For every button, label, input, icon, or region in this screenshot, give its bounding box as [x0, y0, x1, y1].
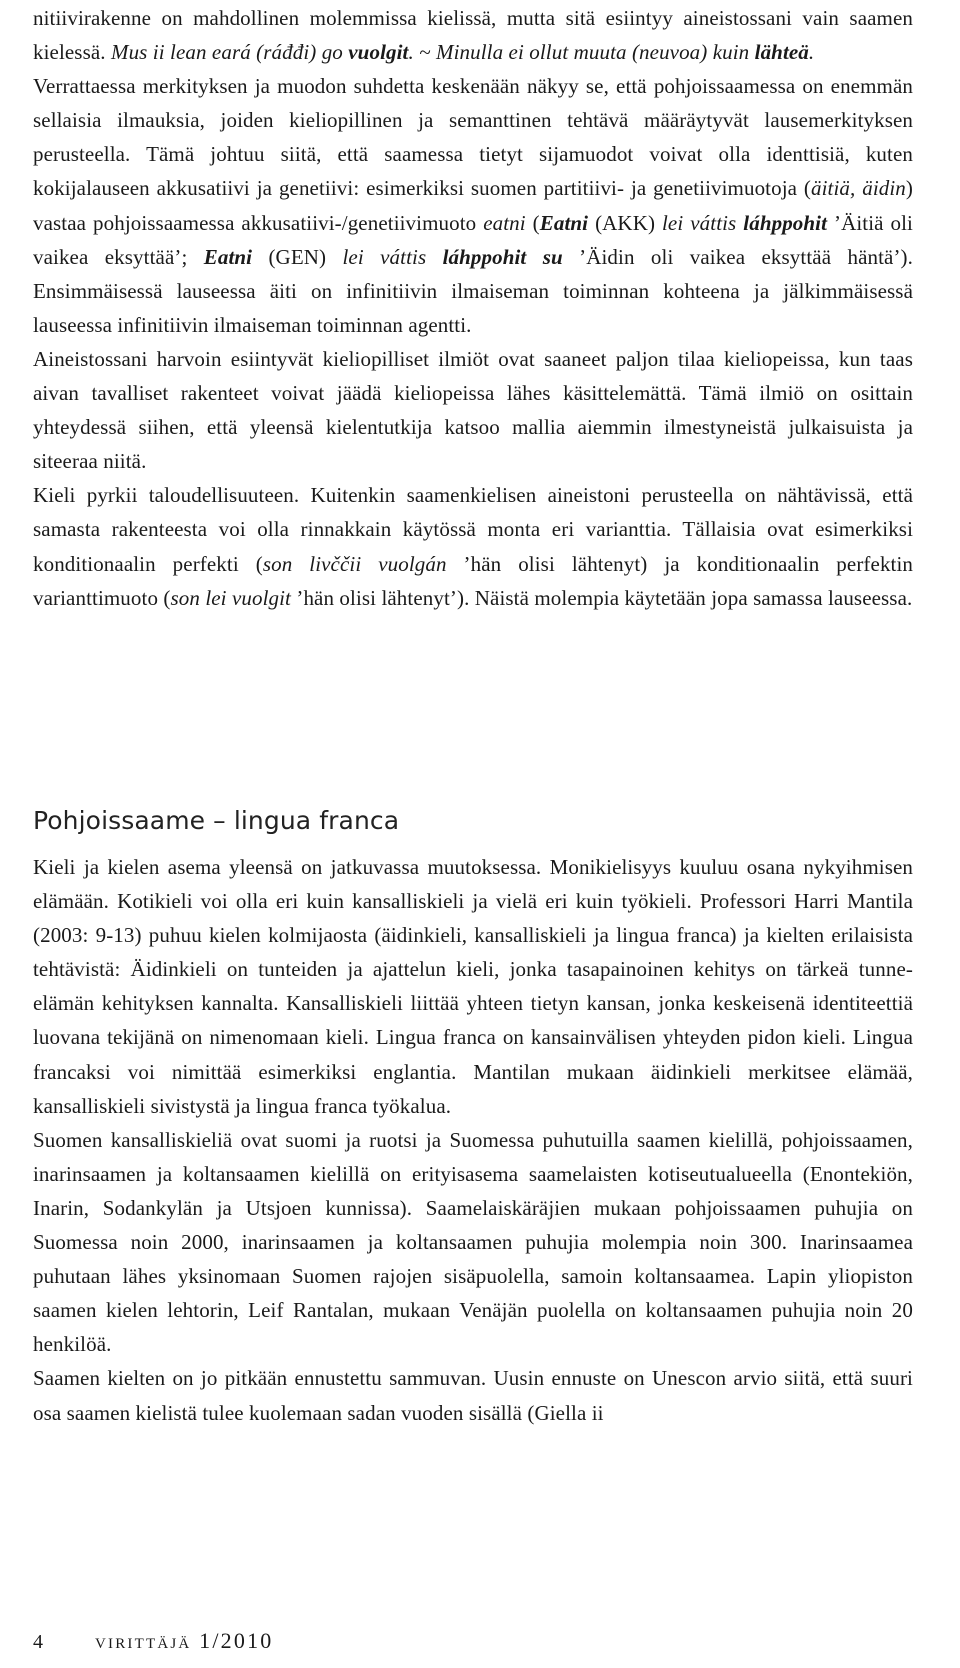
- text-segment: ’hän olisi lähtenyt’). Näistä molempia käytetään jopa samassa lauseessa.: [291, 585, 913, 610]
- text-segment: . ~ Minulla ei ollut muuta (neuvoa) kuin: [408, 40, 755, 65]
- paragraph: [33, 342, 913, 478]
- text-segment: Kieli pyrkii taloudellisuuteen. Kuitenkin saamenkielisen aineistoni perusteella on nähtävissä, että samasta rakenteesta voi olla rinnakkain käytössä monta eri varianttia. Tällaisia ovat esimerkiksi konditionaalin perfekti (: [33, 483, 913, 576]
- text-segment: Eatni: [203, 244, 253, 269]
- text-segment: lei váttis: [662, 210, 744, 235]
- paragraph: [33, 69, 913, 342]
- paragraph: [33, 1361, 913, 1429]
- text-segment: Mus ii lean eará (ráđđi) go: [110, 40, 349, 65]
- text-segment: Suomen kansalliskieliä ovat suomi ja ruotsi ja Suomessa puhutuilla saamen kielillä, pohjoissaamen, inarinsaamen ja koltansaamen kielillä on erityisasema saamelaisten kotiseutualueella (Enontekiön, Inarin, Sodankylän ja Utsjoen kunnissa). Saamelaiskäräjien mukaan pohjoissaamen puhujia on Suomessa noin 2000, inarinsaamen ja koltansaamen puhujia molempia noin 300. Inarinsaamea puhutaan lähes yksinomaan Suomen rajojen sisäpuolella, samoin koltansaamea. Lapin yliopiston saamen kielen lehtorin, Leif Rantalan, mukaan Venäjän puolella on koltansaamen puhujia noin 20 henkilöä.: [33, 1127, 913, 1357]
- text-segment: (AKK): [588, 210, 662, 235]
- text-segment: vuolgit: [348, 40, 409, 65]
- paragraph: [33, 478, 913, 614]
- text-segment: son lei vuolgit: [170, 585, 291, 610]
- magazine-issue: virittäjä 1/2010: [95, 1628, 274, 1653]
- text-segment: son livččii vuolgán: [262, 551, 447, 576]
- text-segment: ’hän olisi lähtenyt) ja konditionaalin perfektin varianttimuoto (: [33, 551, 914, 610]
- text-block-bottom: [33, 850, 913, 1430]
- text-segment: nitiivirakenne on mahdollinen molemmissa kielissä, mutta sitä esiintyy aineistossani vain saamen kielessä.: [33, 6, 913, 65]
- text-segment: Verrattaessa merkityksen ja muodon suhdetta keskenään näkyy se, että pohjoissaamessa on enemmän sellaisia ilmauksia, joiden kieliopillinen ja semanttinen tehtävä määräytyvät lausemerkityksen perusteella. Tämä johtuu siitä, että saamessa tietyt sijamuodot voivat olla identtisiä, kuten kokijalauseen akkusatiivi ja genetiivi: esimerkiksi suomen partitiivi- ja genetiivimuotoja (: [33, 74, 913, 201]
- text-segment: (GEN): [252, 244, 343, 269]
- text-segment: Saamen kielten on jo pitkään ennustettu sammuvan. Uusin ennuste on Unescon arvio siitä, että suuri osa saamen kielistä tulee kuolemaan sadan vuoden sisällä (Giella ii: [33, 1366, 913, 1425]
- text-segment: láhppohit su: [442, 244, 563, 269]
- paragraph: [33, 850, 913, 1123]
- paragraph: [33, 1123, 913, 1362]
- text-segment: ’Äidin oli vaikea eksyttää häntä’). Ensimmäisessä lauseessa äiti on infinitiivin ilmaiseman toiminnan kohteena ja jälkimmäisessä lauseessa infinitiivin ilmaiseman toiminnan agentti.: [33, 244, 913, 337]
- text-segment: Kieli ja kielen asema yleensä on jatkuvassa muutoksessa. Monikielisyys kuuluu osana nykyihmisen elämään. Kotikieli voi olla eri kuin kansalliskieli ja vielä eri kuin työkieli. Professori Harri Mantila (2003: 9-13) puhuu kielen kolmijaosta (äidinkieli, kansalliskieli ja lingua franca) ja kielten erilaisista tehtävistä: Äidinkieli on tunteiden ja ajattelun kieli, jonka tasapainoinen kehitys on tärkeä tunne-elämän kehityksen kannalta. Kansalliskieli liittää yhteen tietyn kansan, jonka keskeisenä identiteettiä luovana tekijänä on nimenomaan kieli. Lingua franca on kansainvälisen yhteyden pidon kieli. Lingua francaksi voi nimittää esimerkiksi englantia. Mantilan mukaan äidinkieli merkitsee elämää, kansalliskieli sivistystä ja lingua franca työkalua.: [33, 855, 913, 1118]
- text-segment: ’Äitiä oli vaikea eksyttää’;: [33, 210, 913, 269]
- text-segment: .: [808, 40, 815, 65]
- page-number: 4: [33, 1631, 43, 1653]
- text-segment: Eatni: [539, 210, 589, 235]
- page-footer: [33, 1627, 273, 1656]
- text-segment: lähteä: [754, 40, 809, 65]
- text-block-top: [33, 1, 913, 615]
- section-heading: Pohjoissaame – lingua franca: [33, 805, 400, 835]
- text-segment: Aineistossani harvoin esiintyvät kieliopilliset ilmiöt ovat saaneet paljon tilaa kieliopeissa, kun taas aivan tavalliset rakenteet voivat jäädä kieliopeissa lähes käsittelemättä. Tämä ilmiö on osittain yhteydessä siihen, että yleensä kielentutkija katsoo mallia aiemmin ilmestyneistä julkaisuista ja siteeraa niitä.: [33, 346, 913, 474]
- text-segment: lei váttis: [342, 244, 443, 269]
- text-segment: äitiä, äidin: [811, 176, 906, 201]
- text-segment: eatni: [483, 210, 526, 235]
- text-segment: (: [525, 210, 540, 235]
- text-segment: ) vastaa pohjoissaamessa akkusatiivi-/genetiivimuoto: [33, 176, 913, 235]
- paragraph: [33, 1, 913, 69]
- text-segment: láhppohit: [743, 210, 828, 235]
